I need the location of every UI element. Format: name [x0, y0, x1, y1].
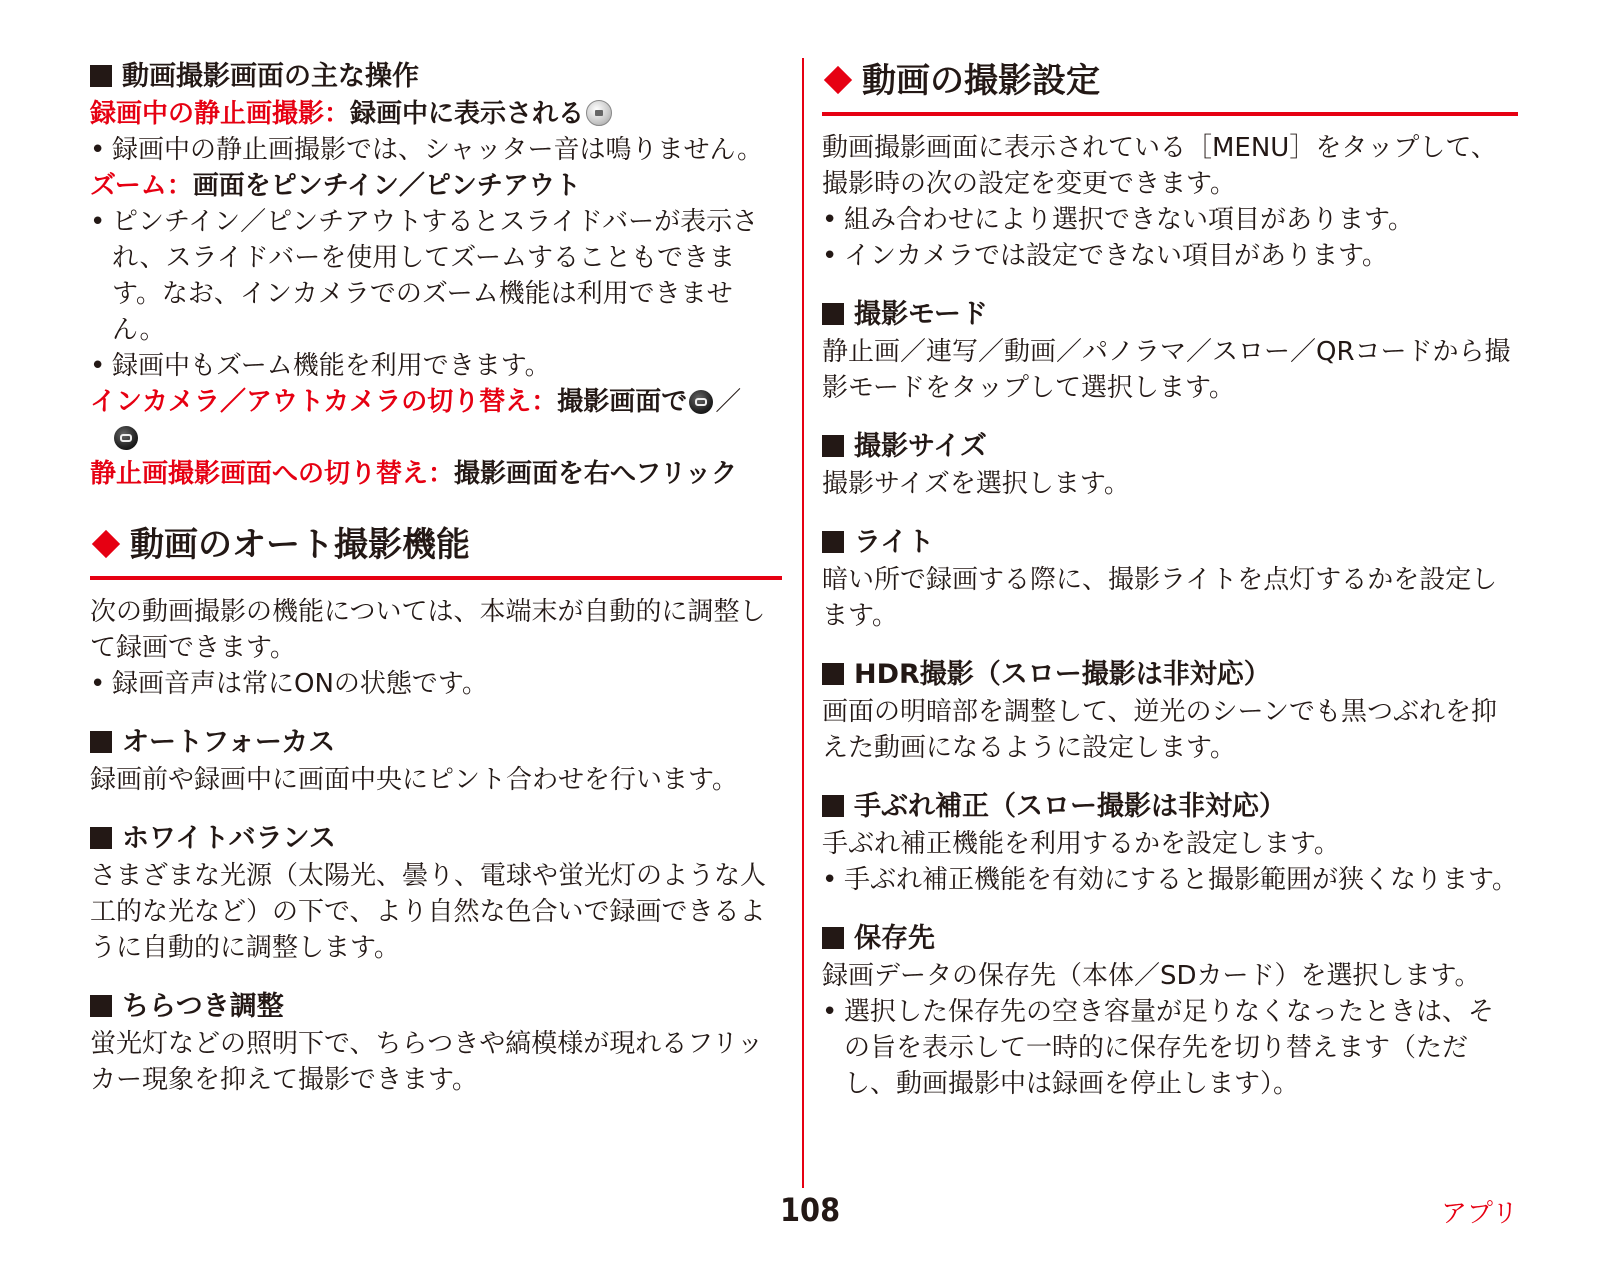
section-heading-hdr — [822, 656, 1518, 694]
heading-text: ホワイトバランス — [122, 823, 336, 854]
paragraph: 蛍光灯などの照明下で、ちらつきや縞模様が現れるフリッカー現象を抑えて撮影できます。 — [90, 1029, 764, 1095]
square-bullet-icon — [90, 827, 112, 849]
paragraph: 手ぶれ補正機能を利用するかを設定します。 — [822, 829, 1340, 859]
square-bullet-icon — [822, 435, 844, 457]
square-bullet-icon — [822, 795, 844, 817]
section-heading-size — [822, 428, 1518, 466]
square-bullet-icon — [822, 303, 844, 325]
camera-switch-icon — [114, 426, 138, 450]
shutter-icon — [586, 100, 612, 126]
bullet-item: • 録画中の静止画撮影では、シャッター音は鳴りません。 — [90, 132, 782, 168]
term-label: 静止画撮影画面への切り替え： — [90, 459, 455, 489]
still-capture-line — [90, 96, 782, 132]
section-heading-flicker — [90, 988, 782, 1026]
heading-text: 動画撮影画面の主な操作 — [122, 61, 419, 92]
square-bullet-icon — [822, 663, 844, 685]
bullet-item: • ピンチイン／ピンチアウトするとスライドバーが表示され、スライドバーを使用してズームすることもできます。なお、インカメラでのズーム機能は利用できません。 — [90, 204, 782, 348]
left-column — [90, 58, 782, 1098]
still-switch-line — [90, 456, 782, 492]
square-bullet-icon — [90, 731, 112, 753]
section-heading-settings — [822, 58, 1518, 116]
paragraph: 次の動画撮影の機能については、本端末が自動的に調整して録画できます。 — [90, 597, 766, 663]
section-heading-stabilization — [822, 788, 1518, 826]
paragraph: 録画データの保存先（本体／SDカード）を選択します。 — [822, 961, 1481, 991]
camera-switch-line — [90, 384, 782, 456]
heading-text: 撮影モード — [854, 299, 988, 330]
heading-text: 動画の撮影設定 — [862, 61, 1100, 101]
term-text: 撮影画面で — [557, 387, 688, 417]
paragraph: 録画前や録画中に画面中央にピント合わせを行います。 — [90, 765, 738, 795]
right-column — [822, 58, 1518, 1102]
zoom-line — [90, 168, 782, 204]
diamond-icon — [92, 530, 120, 558]
section-heading-save — [822, 920, 1518, 958]
section-heading-mode — [822, 296, 1518, 334]
heading-text: HDR撮影（スロー撮影は非対応） — [854, 659, 1271, 690]
bullet-item: • 組み合わせにより選択できない項目があります。 — [822, 202, 1518, 238]
bullet-item: • 選択した保存先の空き容量が足りなくなったときは、その旨を表示して一時的に保存先を切り替えます（ただし、動画撮影中は録画を停止します）。 — [822, 994, 1518, 1102]
section-heading-auto — [90, 522, 782, 580]
bullet-item: • インカメラでは設定できない項目があります。 — [822, 238, 1518, 274]
paragraph: 画面の明暗部を調整して、逆光のシーンでも黒つぶれを抑えた動画になるように設定します。 — [822, 697, 1497, 763]
section-heading-af — [90, 724, 782, 762]
diamond-icon — [824, 66, 852, 94]
section-name: アプリ — [1441, 1199, 1518, 1229]
heading-text: 手ぶれ補正（スロー撮影は非対応） — [854, 791, 1286, 822]
heading-text: ちらつき調整 — [122, 991, 284, 1022]
heading-text: オートフォーカス — [122, 727, 336, 758]
square-bullet-icon — [822, 927, 844, 949]
paragraph: さまざまな光源（太陽光、曇り、電球や蛍光灯のような人工的な光など）の下で、より自然な色合いで録画できるように自動的に調整します。 — [90, 861, 767, 963]
paragraph: 動画撮影画面に表示されている［MENU］をタップして、撮影時の次の設定を変更できます。 — [822, 133, 1497, 199]
paragraph: 撮影サイズを選択します。 — [822, 469, 1130, 499]
heading-text: 撮影サイズ — [854, 431, 987, 462]
section-heading-operations — [90, 58, 782, 96]
separator: ／ — [715, 387, 742, 417]
term-text: 画面をピンチイン／ピンチアウト — [192, 171, 581, 201]
term-text: 録画中に表示される — [350, 99, 585, 129]
camera-switch-icon — [689, 390, 713, 414]
bullet-item: • 録画中もズーム機能を利用できます。 — [90, 348, 782, 384]
square-bullet-icon — [90, 995, 112, 1017]
bullet-item: • 手ぶれ補正機能を有効にすると撮影範囲が狭くなります。 — [822, 862, 1518, 898]
column-divider — [802, 58, 804, 1188]
term-label: ズーム： — [90, 171, 193, 201]
square-bullet-icon — [822, 531, 844, 553]
square-bullet-icon — [90, 65, 112, 87]
section-heading-wb — [90, 820, 782, 858]
paragraph: 静止画／連写／動画／パノラマ／スロー／QRコードから撮影モードをタップして選択します。 — [822, 337, 1511, 403]
bullet-item: • 録画音声は常にONの状態です。 — [90, 666, 782, 702]
term-label: 録画中の静止画撮影： — [90, 99, 351, 129]
heading-text: 動画のオート撮影機能 — [130, 525, 470, 565]
paragraph: 暗い所で録画する際に、撮影ライトを点灯するかを設定します。 — [822, 565, 1498, 631]
heading-text: 保存先 — [854, 923, 935, 954]
heading-text: ライト — [854, 527, 935, 558]
term-text: 撮影画面を右へフリック — [454, 459, 738, 489]
section-heading-light — [822, 524, 1518, 562]
term-label: インカメラ／アウトカメラの切り替え： — [90, 387, 558, 417]
page-number: 108 — [780, 1191, 841, 1229]
